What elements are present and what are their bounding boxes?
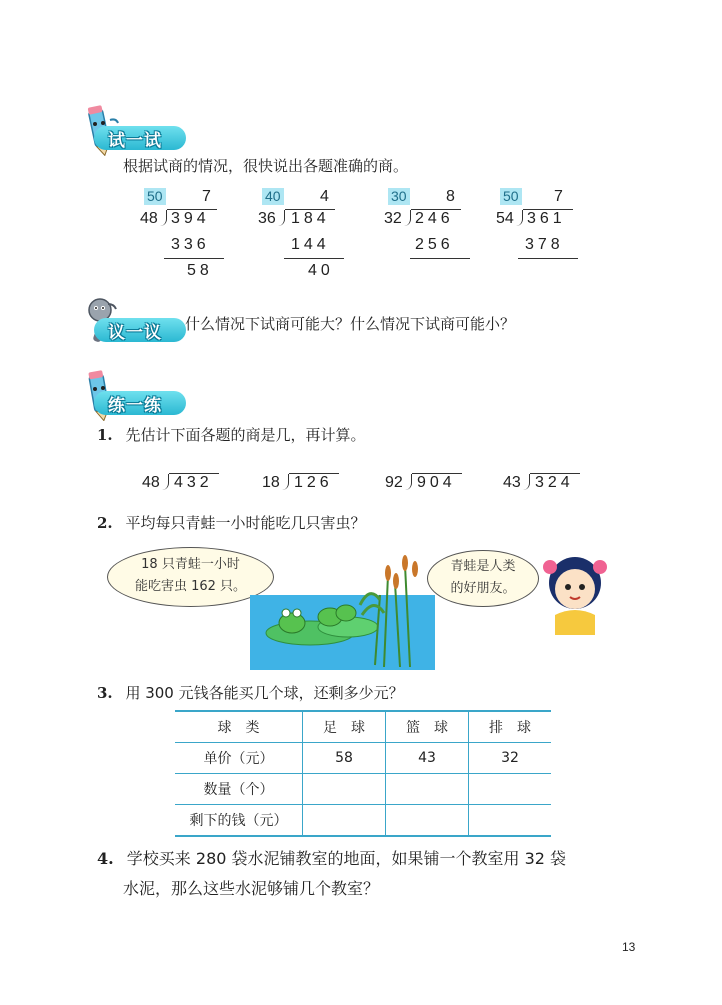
estimate-label: 50 (144, 188, 166, 205)
dividend: 246 (415, 210, 454, 227)
exercise-text-line1: 学校买来 280 袋水泥铺教室的地面，如果铺一个教室用 32 袋 (126, 849, 567, 868)
exercise-text: 平均每只青蛙一小时能吃几只害虫？ (125, 514, 366, 532)
table-row: 数量（个） (175, 774, 551, 805)
quotient: 7 (554, 188, 563, 205)
problem-2: 18 126 (262, 470, 342, 496)
try-section-badge (80, 118, 190, 151)
remainder: 40 (308, 262, 334, 279)
exercise-number: 1. (97, 426, 113, 444)
dividend: 184 (291, 210, 330, 227)
discuss-section-badge (80, 310, 190, 343)
dividend: 361 (527, 210, 566, 227)
product: 378 (525, 236, 564, 253)
exercise-1 (97, 424, 365, 445)
exercise-number: 3. (97, 684, 113, 702)
page-number: 13 (622, 940, 636, 954)
divisor: 36 (258, 210, 276, 227)
exercise-2 (97, 512, 365, 533)
product: 336 (171, 236, 210, 253)
estimate-label: 50 (500, 188, 522, 205)
try-title: 试一试 (108, 131, 162, 151)
quotient: 7 (202, 188, 211, 205)
problem-3: 92 904 (385, 470, 465, 496)
exercise-number: 2. (97, 514, 113, 532)
discuss-question: 什么情况下试商可能大？什么情况下试商可能小？ (185, 315, 516, 333)
exercise-text: 先估计下面各题的商是几，再计算。 (125, 426, 366, 444)
divisor: 54 (496, 210, 514, 227)
division-1 (140, 188, 260, 288)
speech-bubble-right: 青蛙是人类 的好朋友。 (427, 550, 539, 607)
product: 144 (291, 236, 330, 253)
estimate-label: 30 (388, 188, 410, 205)
exercise-4 (97, 846, 566, 869)
frog-pond-illustration (250, 555, 435, 670)
speech-bubble-left: 18 只青蛙一小时 能吃害虫 162 只。 (107, 547, 274, 607)
estimate-label: 40 (262, 188, 284, 205)
problem-1: 48 432 (142, 470, 222, 496)
divisor: 32 (384, 210, 402, 227)
exercise-text: 用 300 元钱各能买几个球，还剩多少元？ (125, 684, 404, 702)
division-2 (258, 188, 378, 288)
table-row: 单价（元） 58 43 32 (175, 743, 551, 774)
exercise-4-line2: 水泥，那么这些水泥够铺几个教室？ (123, 879, 380, 898)
quotient: 8 (446, 188, 455, 205)
exercise-number: 4. (97, 849, 114, 868)
quotient: 4 (320, 188, 329, 205)
divisor: 48 (140, 210, 158, 227)
girl-character-illustration (540, 545, 610, 635)
table-row: 剩下的钱（元） (175, 805, 551, 837)
table-header-row: 球 类 足 球 篮 球 排 球 (175, 711, 551, 743)
try-instruction: 根据试商的情况，很快说出各题准确的商。 (123, 157, 409, 175)
product: 256 (415, 236, 454, 253)
division-3 (384, 188, 504, 288)
division-4 (496, 188, 616, 288)
practice-section-badge (80, 383, 190, 416)
discuss-title: 议一议 (108, 323, 162, 343)
remainder: 58 (187, 262, 213, 279)
dividend: 394 (171, 210, 210, 227)
practice-title: 练一练 (108, 396, 162, 416)
problem-4: 43 324 (503, 470, 583, 496)
ball-price-table (175, 710, 551, 837)
exercise-3 (97, 682, 404, 703)
